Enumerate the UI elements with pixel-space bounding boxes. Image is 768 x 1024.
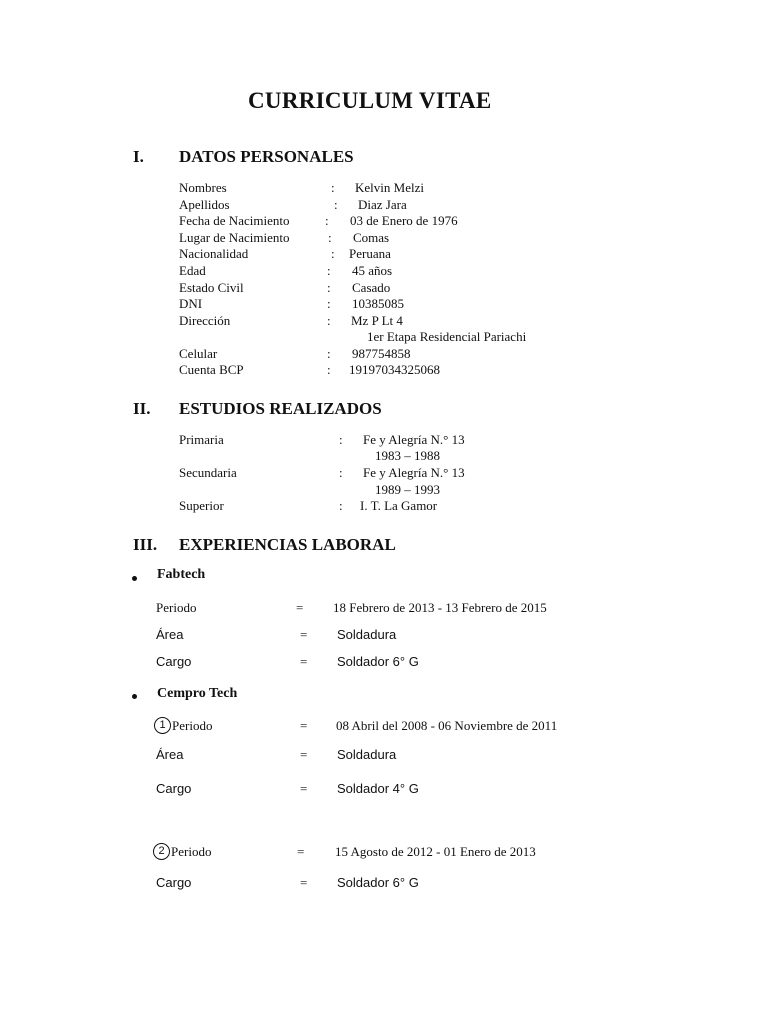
document-title: CURRICULUM VITAE	[248, 88, 492, 113]
personal-age-value: 45 años	[352, 263, 393, 278]
personal-address-value: Mz P Lt 4	[351, 313, 403, 328]
studies-primary-sep: :	[339, 432, 343, 447]
cemprotech-position1-value: Soldador 4° G	[337, 781, 419, 796]
fabtech-period-value: 18 Febrero de 2013 - 13 Febrero de 2015	[333, 600, 547, 615]
personal-age-label: Edad	[179, 263, 206, 278]
section-2-title: ESTUDIOS REALIZADOS	[179, 399, 382, 418]
personal-phone-sep: :	[327, 346, 331, 361]
cemprotech-area-value: Soldadura	[337, 747, 397, 762]
personal-bank-account-label: Cuenta BCP	[179, 362, 244, 377]
studies-secondary-value: Fe y Alegría N.° 13	[363, 465, 465, 480]
cemprotech-position2-label: Cargo	[156, 875, 192, 890]
cemprotech-period1-value: 08 Abril del 2008 - 06 Noviembre de 2011	[336, 718, 558, 733]
personal-birthdate-value: 03 de Enero de 1976	[350, 213, 458, 228]
cemprotech-position1-sep: =	[300, 781, 308, 796]
studies-primary-value: Fe y Alegría N.° 13	[363, 432, 465, 447]
number-2-circle-icon: 2	[153, 843, 170, 860]
personal-phone-value: 987754858	[352, 346, 411, 361]
personal-civil-status-label: Estado Civil	[179, 280, 244, 295]
personal-age-sep: :	[327, 263, 331, 278]
studies-primary-label: Primaria	[179, 432, 224, 447]
studies-secondary-years: 1989 – 1993	[375, 482, 440, 497]
cemprotech-period2-sep: =	[297, 844, 305, 859]
cemprotech-area-label: Área	[156, 747, 184, 762]
personal-name-label: Nombres	[179, 180, 227, 195]
studies-superior-sep: :	[339, 498, 343, 513]
bullet-icon	[132, 576, 137, 581]
fabtech-period-sep: =	[296, 600, 304, 615]
personal-dni-label: DNI	[179, 296, 203, 311]
cemprotech-period1-label: Periodo	[172, 718, 213, 733]
personal-birthplace-value: Comas	[353, 230, 390, 245]
personal-birthdate-sep: :	[325, 213, 329, 228]
studies-secondary-label: Secundaria	[179, 465, 237, 480]
personal-birthdate-label: Fecha de Nacimiento	[179, 213, 290, 228]
cemprotech-area-sep: =	[300, 747, 308, 762]
personal-phone-label: Celular	[179, 346, 218, 361]
section-3-title: EXPERIENCIAS LABORAL	[179, 535, 396, 554]
personal-address-label: Dirección	[179, 313, 231, 328]
company-fabtech-name: Fabtech	[157, 567, 206, 582]
section-3-number: III.	[133, 535, 158, 554]
studies-superior-value: I. T. La Gamor	[360, 498, 438, 513]
personal-name-value: Kelvin Melzi	[355, 180, 424, 195]
fabtech-area-sep: =	[300, 627, 308, 642]
section-2-number: II.	[133, 399, 151, 418]
studies-secondary-sep: :	[339, 465, 343, 480]
studies-superior-label: Superior	[179, 498, 224, 513]
section-1-number: I.	[133, 147, 144, 166]
personal-surname-value: Diaz Jara	[358, 197, 407, 212]
personal-bank-account-value: 19197034325068	[349, 362, 440, 377]
personal-civil-status-sep: :	[327, 280, 331, 295]
cemprotech-period2-label: Periodo	[171, 844, 212, 859]
personal-nationality-sep: :	[331, 246, 335, 261]
cemprotech-position1-label: Cargo	[156, 781, 192, 796]
fabtech-period-label: Periodo	[156, 600, 197, 615]
personal-address-sep: :	[327, 313, 331, 328]
fabtech-position-label: Cargo	[156, 654, 192, 669]
fabtech-position-sep: =	[300, 654, 308, 669]
fabtech-area-label: Área	[156, 627, 184, 642]
fabtech-area-value: Soldadura	[337, 627, 397, 642]
section-1-title: DATOS PERSONALES	[179, 147, 354, 166]
bullet-icon	[132, 694, 137, 699]
number-1-circle-icon: 1	[154, 717, 171, 734]
personal-nationality-value: Peruana	[349, 246, 391, 261]
personal-surname-label: Apellidos	[179, 197, 230, 212]
company-cemprotech-name: Cempro Tech	[157, 686, 238, 701]
personal-civil-status-value: Casado	[352, 280, 391, 295]
personal-birthplace-sep: :	[328, 230, 332, 245]
cemprotech-period1-sep: =	[300, 718, 308, 733]
personal-surname-sep: :	[334, 197, 338, 212]
personal-nationality-label: Nacionalidad	[179, 246, 249, 261]
studies-primary-years: 1983 – 1988	[375, 448, 440, 463]
cemprotech-position2-value: Soldador 6° G	[337, 875, 419, 890]
personal-address-line2: 1er Etapa Residencial Pariachi	[367, 329, 527, 344]
personal-dni-sep: :	[327, 296, 331, 311]
cemprotech-period2-value: 15 Agosto de 2012 - 01 Enero de 2013	[335, 844, 536, 859]
personal-name-sep: :	[331, 180, 335, 195]
personal-bank-account-sep: :	[327, 362, 331, 377]
personal-dni-value: 10385085	[352, 296, 404, 311]
cemprotech-position2-sep: =	[300, 875, 308, 890]
personal-birthplace-label: Lugar de Nacimiento	[179, 230, 290, 245]
fabtech-position-value: Soldador 6° G	[337, 654, 419, 669]
